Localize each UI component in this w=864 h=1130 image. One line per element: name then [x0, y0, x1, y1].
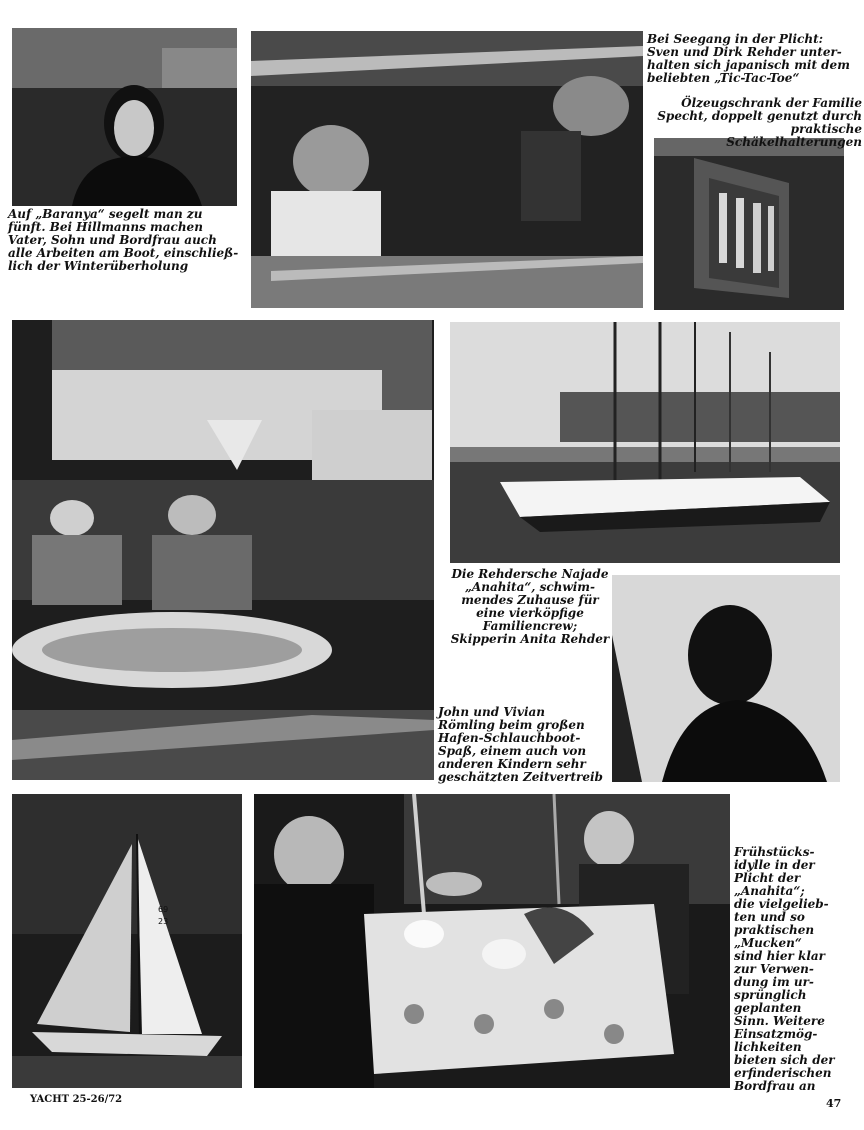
caption-line: halten sich japanisch mit dem: [647, 58, 850, 72]
caption-line: die vielgelieb-: [734, 897, 829, 911]
caption-line: Ölzeugschrank der Familie: [681, 96, 862, 110]
caption-fruehstueck: [734, 846, 860, 1093]
caption-line: lichkeiten: [734, 1040, 802, 1054]
caption-line: Sinn. Weitere: [734, 1014, 825, 1028]
caption-line: Bei Seegang in der Plicht:: [647, 32, 824, 46]
caption-line: beliebten „Tic-Tac-Toe“: [647, 71, 800, 85]
caption-line: geschätzten Zeitvertreib: [438, 770, 603, 784]
caption-line: erfinderischen: [734, 1066, 832, 1080]
caption-line: praktische Schäkelhalterungen: [726, 122, 862, 149]
caption-line: dung im ur-: [734, 975, 814, 989]
page-number: 47: [826, 1097, 842, 1110]
caption-baranya: [8, 208, 246, 273]
caption-roemling: [438, 706, 610, 784]
caption-line: zur Verwen-: [734, 962, 814, 976]
journal-issue: YACHT 25-26/72: [30, 1094, 123, 1105]
caption-line: John und Vivian: [438, 705, 546, 719]
sail-number-top: 69: [158, 905, 169, 914]
caption-line: „Anahita“, schwim-: [465, 580, 595, 594]
caption-line: idylle in der: [734, 858, 815, 872]
caption-line: Skipperin Anita Rehder: [450, 632, 610, 646]
caption-line: Specht, doppelt genutzt durch: [657, 109, 862, 123]
caption-line: lich der Winterüberholung: [8, 259, 189, 273]
caption-line: alle Arbeiten am Boot, einschließ-: [8, 246, 239, 260]
caption-line: ten und so: [734, 910, 805, 924]
caption-line: mendes Zuhause für: [461, 593, 599, 607]
caption-line: geplanten: [734, 1001, 802, 1015]
caption-line: Auf „Baranya“ segelt man zu: [8, 207, 203, 221]
caption-line: Die Rehdersche Najade: [451, 567, 609, 581]
caption-line: Römling beim großen: [438, 718, 585, 732]
caption-line: anderen Kindern sehr: [438, 757, 586, 771]
caption-line: fünft. Bei Hillmanns machen: [8, 220, 203, 234]
caption-line: eine vierköpfige: [476, 606, 584, 620]
photo-oilskin-locker: [654, 138, 844, 310]
photo-yacht-anahita: [450, 322, 840, 563]
photo-skipper-silhouette: [612, 575, 840, 782]
photo-woman-portrait: [12, 28, 237, 206]
photo-kids-tic-tac-toe: [251, 31, 643, 308]
caption-line: Bordfrau an: [734, 1079, 816, 1093]
caption-line: Frühstücks-: [734, 845, 815, 859]
caption-line: sind hier klar: [734, 949, 825, 963]
caption-line: bieten sich der: [734, 1053, 835, 1067]
caption-line: Spaß, einem auch von: [438, 744, 587, 758]
caption-oelzeug: [652, 97, 862, 149]
photo-sailing-yacht: [12, 794, 242, 1088]
photo-kids-dinghy: [12, 320, 434, 780]
caption-najade: [450, 568, 610, 646]
caption-line: praktischen: [734, 923, 815, 937]
caption-line: „Mucken“: [734, 936, 802, 950]
caption-line: Sven und Dirk Rehder unter-: [647, 45, 842, 59]
caption-line: Einsatzmög-: [734, 1027, 818, 1041]
caption-line: Hafen-Schlauchboot-: [438, 731, 581, 745]
caption-line: sprünglich: [734, 988, 807, 1002]
caption-line: Vater, Sohn und Bordfrau auch: [8, 233, 217, 247]
caption-line: Familiencrew;: [482, 619, 578, 633]
caption-seegang: [647, 33, 859, 85]
photo-breakfast-cockpit: [254, 794, 730, 1088]
caption-line: Plicht der: [734, 871, 801, 885]
sail-number-bottom: 23: [158, 917, 169, 926]
caption-line: „Anahita“;: [734, 884, 805, 898]
